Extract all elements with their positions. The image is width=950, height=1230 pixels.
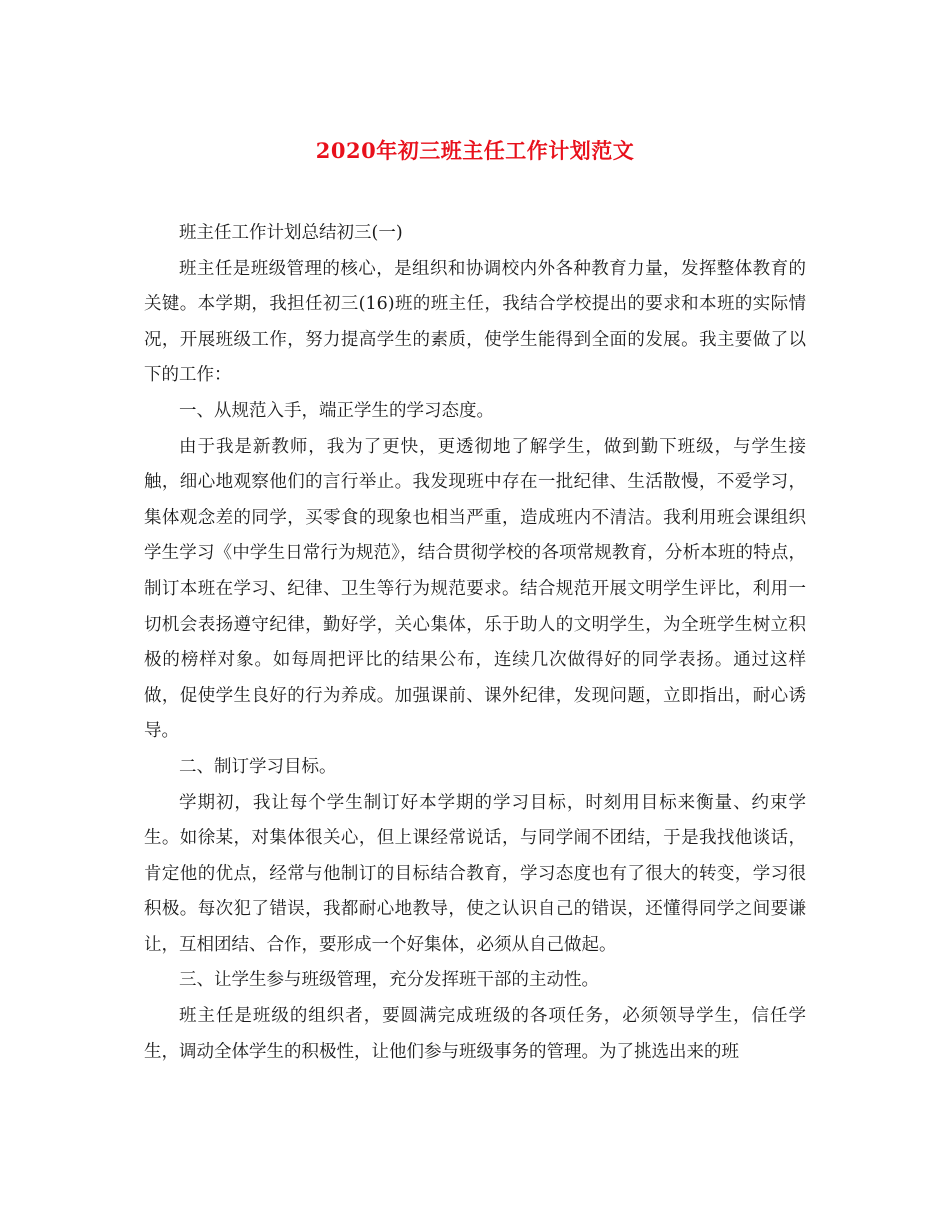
paragraph: 由于我是新教师，我为了更快，更透彻地了解学生，做到勤下班级，与学生接触，细心地观察他们的言行举止。我发现班中存在一批纪律、生活散慢，不爱学习，集体观念差的同学，买零食的现象也相当严重，造成班内不清洁。我利用班会课组织学生学习《中学生日常行为规范》，结合贯彻学校的各项常规教育，分析本班的特点，制订本班在学习、纪律、卫生等行为规范要求。结合规范开展文明学生评比，利用一切机会表扬遵守纪律，勤好学，关心集体，乐于助人的文明学生，为全班学生树立积极的榜样对象。如每周把评比的结果公布，连续几次做得好的同学表扬。通过这样做，促使学生良好的行为养成。加强课前、课外纪律，发现问题，立即指出，耐心诱导。 xyxy=(144,436,806,742)
paragraph: 班主任工作计划总结初三(一) xyxy=(179,223,403,243)
section-heading: 二、制订学习目标。 xyxy=(179,756,337,777)
section-heading: 一、从规范入手，端正学生的学习态度。 xyxy=(179,400,494,421)
paragraph: 班主任是班级的组织者，要圆满完成班级的各项任务，必须领导学生，信任学生，调动全体学生的积极性，让他们参与班级事务的管理。为了挑选出来的班 xyxy=(144,1006,806,1062)
section-heading: 三、让学生参与班级管理，充分发挥班干部的主动性。 xyxy=(179,970,599,991)
paragraph: 班主任是班级管理的核心，是组织和协调校内外各种教育力量，发挥整体教育的关键。本学期，我担任初三(16)班的班主任，我结合学校提出的要求和本班的实际情况，开展班级工作，努力提高学生的素质，使学生能得到全面的发展。我主要做了以下的工作： xyxy=(144,258,806,386)
paragraph: 学期初，我让每个学生制订好本学期的学习目标，时刻用目标来衡量、约束学生。如徐某，对集体很关心，但上课经常说话，与同学闹不团结，于是我找他谈话，肯定他的优点，经常与他制订的目标结合教育，学习态度也有了很大的转变，学习很积极。每次犯了错误，我都耐心地教导，使之认识自己的错误，还懂得同学之间要谦让，互相团结、合作，要形成一个好集体，必须从自己做起。 xyxy=(144,792,806,955)
document-body xyxy=(144,216,806,1070)
document-title: 2020年初三班主任工作计划范文 xyxy=(315,138,635,163)
